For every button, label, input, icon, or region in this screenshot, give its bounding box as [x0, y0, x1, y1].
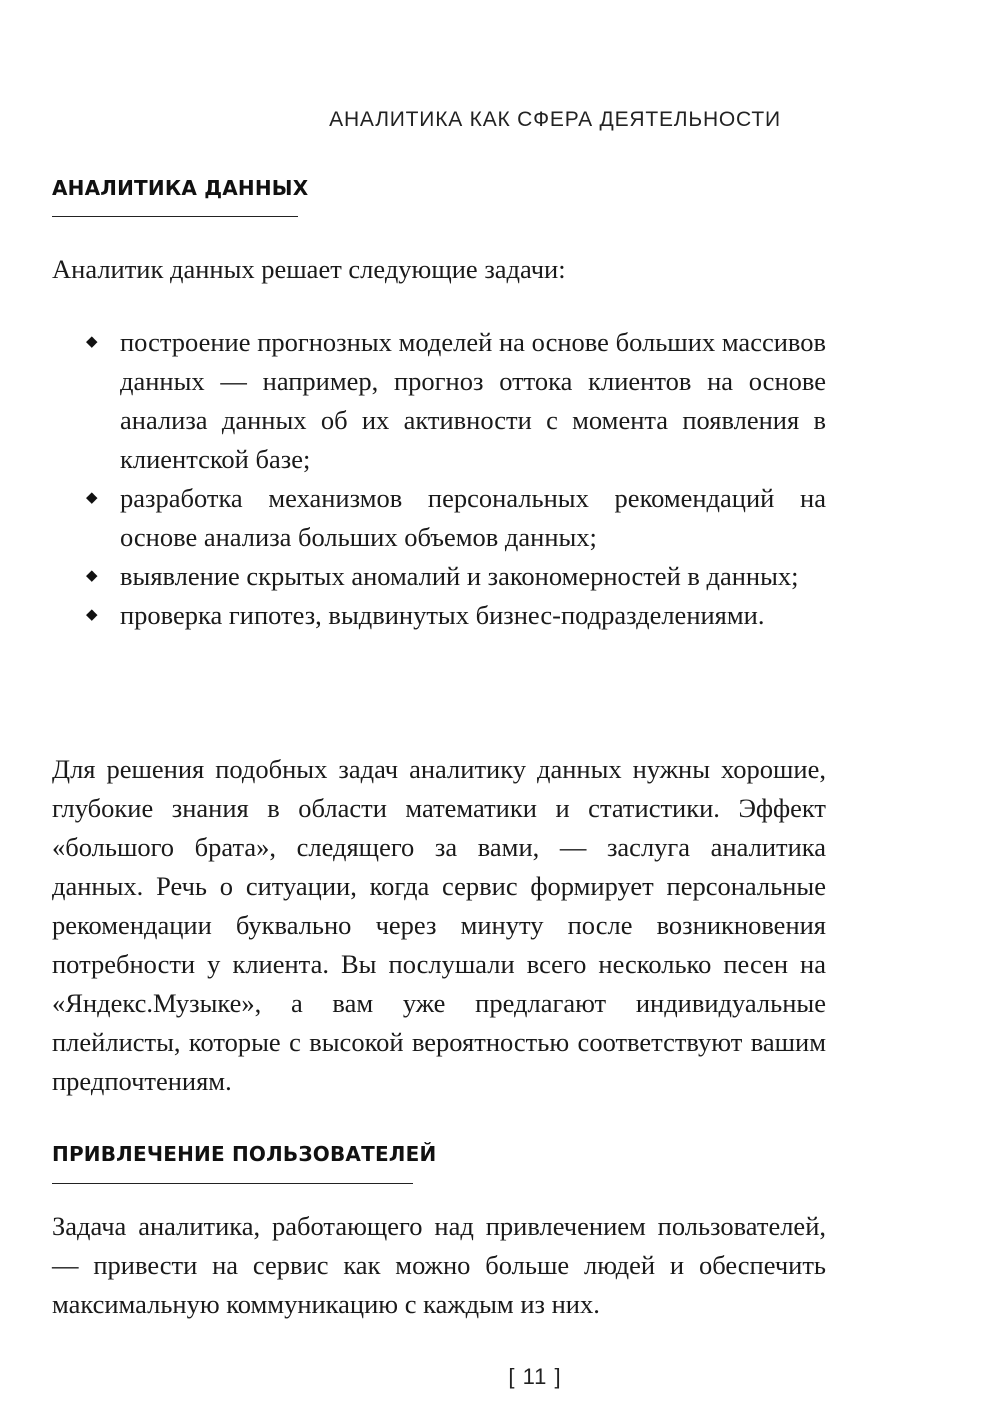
- body-paragraph: Задача аналитика, работающего над привлечением пользователей, — привести на сервис как можно больше людей и обеспечить максимальную коммуникацию с каждым из них.: [52, 1211, 826, 1319]
- list-item: [86, 557, 826, 596]
- list-item-text: проверка гипотез, выдвинутых бизнес-подразделениями.: [120, 600, 765, 630]
- heading-underline: [52, 1183, 413, 1184]
- bullet-icon: ◆: [86, 334, 98, 350]
- bullet-icon: ◆: [86, 568, 98, 584]
- list-item-text: разработка механизмов персональных рекомендаций на основе анализа больших объемов данных;: [120, 483, 826, 552]
- bullet-icon: ◆: [86, 607, 98, 623]
- list-item: [86, 479, 826, 557]
- page-number: [ 11 ]: [508, 1364, 562, 1389]
- section-heading-user-acquisition: ПРИВЛЕЧЕНИЕ ПОЛЬЗОВАТЕЛЕЙ: [52, 1142, 437, 1166]
- list-item-text: построение прогнозных моделей на основе больших массивов данных — например, прогноз оттока клиентов на основе анализа данных об их активности с момента появления в клиентской базе;: [120, 327, 826, 474]
- section-heading-data-analytics: АНАЛИТИКА ДАННЫХ: [52, 176, 309, 200]
- running-head: АНАЛИТИКА КАК СФЕРА ДЕЯТЕЛЬНОСТИ: [329, 108, 781, 131]
- heading-underline: [52, 216, 298, 217]
- list-item: [86, 596, 826, 635]
- intro-text: Аналитик данных решает следующие задачи:: [52, 254, 566, 284]
- body-paragraph: Для решения подобных задач аналитику данных нужны хорошие, глубокие знания в области математики и статистики. Эффект «большого брата», следящего за вами, — заслуга аналитика данных. Речь о ситуации, когда сервис формирует персональные рекомендации буквально через минуту после возникновения потребности у клиента. Вы послушали всего несколько песен на «Яндекс.Музыке», а вам уже предлагают индивидуальные плейлисты, которые с высокой вероятностью соответствуют вашим предпочтениям.: [52, 754, 826, 1096]
- task-list: [86, 323, 826, 635]
- list-item: [86, 323, 826, 479]
- bullet-icon: ◆: [86, 490, 98, 506]
- list-item-text: выявление скрытых аномалий и закономерностей в данных;: [120, 561, 799, 591]
